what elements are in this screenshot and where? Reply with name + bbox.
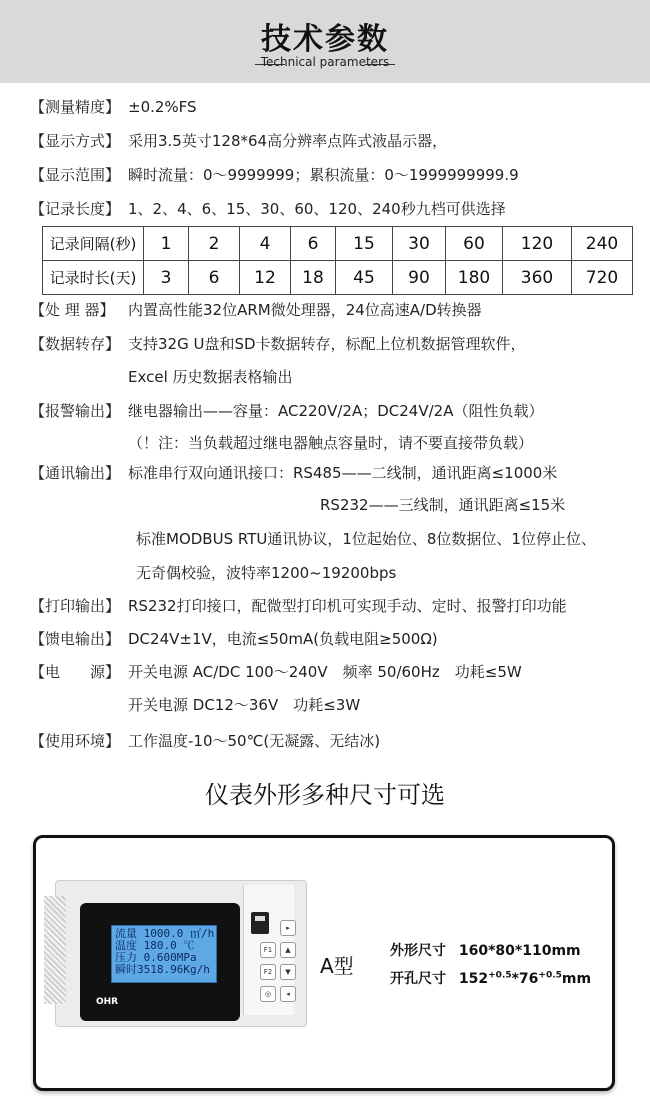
- spec-row-alarm: [30, 400, 543, 421]
- f1-button: F1: [260, 942, 276, 958]
- spec-row-power: [30, 661, 522, 682]
- spec-row-storage: [30, 333, 526, 354]
- spec-label: 【处 理 器】: [30, 301, 115, 319]
- spec-value: 标准串行双向通讯接口：RS485——二线制，通讯距离≤1000米: [128, 464, 558, 482]
- cutout-dimensions-label: 开孔尺寸: [390, 971, 446, 987]
- comm-line-2: RS232——三线制，通讯距离≤15米: [320, 496, 566, 514]
- spec-row-environment: [30, 730, 380, 751]
- table-cell: 180: [446, 261, 503, 295]
- spec-label: 【报警输出】: [30, 402, 121, 420]
- table-cell: 2: [189, 227, 240, 261]
- spec-row-print: [30, 595, 567, 616]
- cutout-height-tolerance: +0.5: [538, 970, 562, 981]
- table-row-duration: [43, 261, 633, 295]
- power-line-2: 开关电源 DC12～36V 功耗≤3W: [128, 696, 361, 714]
- table-cell: 90: [393, 261, 446, 295]
- spec-label: 【数据转存】: [30, 335, 121, 353]
- cutout-separator: *: [511, 971, 519, 987]
- device-logo: OHR: [96, 997, 119, 1007]
- alarm-note: （！注：当负载超过继电器触点容量时，请不要直接带负载）: [128, 434, 534, 452]
- cutout-height: 76: [518, 971, 539, 987]
- spec-value: 采用3.5英寸128*64高分辨率点阵式液晶示器，: [128, 132, 448, 150]
- section-title: 仪表外形多种尺寸可选: [205, 781, 445, 809]
- spec-value: RS232打印接口，配微型打印机可实现手动、定时、报警打印功能: [128, 597, 567, 615]
- comm-line-4: 无奇偶校验，波特率1200~19200bps: [136, 564, 397, 582]
- spec-label: 【电 源】: [30, 663, 121, 681]
- spec-row-feed: [30, 628, 438, 649]
- cutout-width-tolerance: +0.5: [488, 970, 512, 981]
- spec-row-display: [30, 130, 447, 151]
- spec-label: 【使用环境】: [30, 732, 121, 750]
- spec-value: 内置高性能32位ARM微处理器，24位高速A/D转换器: [128, 301, 482, 319]
- table-header-duration: 记录时长(天): [43, 261, 144, 295]
- spec-label: 【显示方式】: [30, 132, 121, 150]
- lcd-line: 温度 180.0 ℃: [115, 939, 195, 952]
- cutout-dimensions: [390, 968, 591, 988]
- cutout-unit: mm: [561, 971, 592, 987]
- page-title: 技术参数: [261, 22, 389, 57]
- outer-dimensions-value: 160*80*110mm: [458, 943, 581, 959]
- spec-row-range: [30, 164, 519, 185]
- spec-value: ±0.2%FS: [128, 98, 197, 116]
- table-cell: 120: [503, 227, 572, 261]
- table-header-interval: 记录间隔(秒): [43, 227, 144, 261]
- table-cell: 240: [572, 227, 633, 261]
- spec-row-record-length: [30, 198, 506, 219]
- spec-label: 【显示范围】: [30, 166, 121, 184]
- f2-button: F2: [260, 964, 276, 980]
- table-cell: 3: [144, 261, 189, 295]
- down-arrow-button: ▼: [280, 964, 296, 980]
- table-cell: 15: [336, 227, 393, 261]
- spec-label: 【通讯输出】: [30, 464, 121, 482]
- spec-label: 【记录长度】: [30, 200, 121, 218]
- spec-value: 瞬时流量：0～9999999；累积流量：0～1999999999.9: [128, 166, 519, 184]
- model-name: A型: [320, 954, 354, 978]
- table-cell: 30: [393, 227, 446, 261]
- up-arrow-button: ▲: [280, 942, 296, 958]
- right-arrow-button: ▸: [280, 920, 296, 936]
- usb-port-icon: [251, 912, 269, 934]
- cutout-width: 152: [458, 971, 489, 987]
- left-arrow-button: ◂: [280, 986, 296, 1002]
- storage-line-2: Excel 历史数据表格输出: [128, 368, 293, 386]
- spec-row-comm: [30, 462, 557, 483]
- lcd-line: 压力 0.600MPa: [115, 951, 197, 964]
- record-table: [42, 226, 633, 295]
- table-cell: 4: [240, 227, 291, 261]
- spec-value: 支持32G U盘和SD卡数据转存，标配上位机数据管理软件，: [128, 335, 526, 353]
- spec-label: 【打印输出】: [30, 597, 121, 615]
- lcd-line: 瞬时3518.96Kg/h: [115, 963, 210, 976]
- spec-label: 【测量精度】: [30, 98, 121, 116]
- table-row-interval: [43, 227, 633, 261]
- spec-value: 开关电源 AC/DC 100～240V 频率 50/60Hz 功耗≤5W: [128, 663, 522, 681]
- spec-value: 工作温度-10～50℃(无凝露、无结冰): [128, 732, 381, 750]
- table-cell: 60: [446, 227, 503, 261]
- table-cell: 720: [572, 261, 633, 295]
- spec-value: 继电器输出——容量：AC220V/2A；DC24V/2A（阻性负载）: [128, 402, 544, 420]
- spec-row-processor: [30, 299, 482, 320]
- outer-dimensions-label: 外形尺寸: [390, 943, 446, 959]
- page-subtitle: Technical parameters: [260, 55, 390, 69]
- table-cell: 45: [336, 261, 393, 295]
- device-vent: [44, 896, 66, 1004]
- spec-value: 1、2、4、6、15、30、60、120、240秒九档可供选择: [128, 200, 506, 218]
- comm-line-3: 标准MODBUS RTU通讯协议，1位起始位、8位数据位、1位停止位、: [136, 530, 596, 548]
- spec-value: DC24V±1V，电流≤50mA(负载电阻≥500Ω): [128, 630, 438, 648]
- table-cell: 18: [291, 261, 336, 295]
- spec-row-accuracy: [30, 96, 197, 117]
- table-cell: 12: [240, 261, 291, 295]
- menu-button: ◎: [260, 986, 276, 1002]
- device-lcd-screen: [111, 925, 217, 983]
- table-cell: 360: [503, 261, 572, 295]
- table-cell: 6: [291, 227, 336, 261]
- table-cell: 6: [189, 261, 240, 295]
- lcd-line: 流量 1000.0 ㎡/h: [115, 927, 215, 940]
- outer-dimensions: [390, 940, 581, 960]
- spec-label: 【馈电输出】: [30, 630, 121, 648]
- table-cell: 1: [144, 227, 189, 261]
